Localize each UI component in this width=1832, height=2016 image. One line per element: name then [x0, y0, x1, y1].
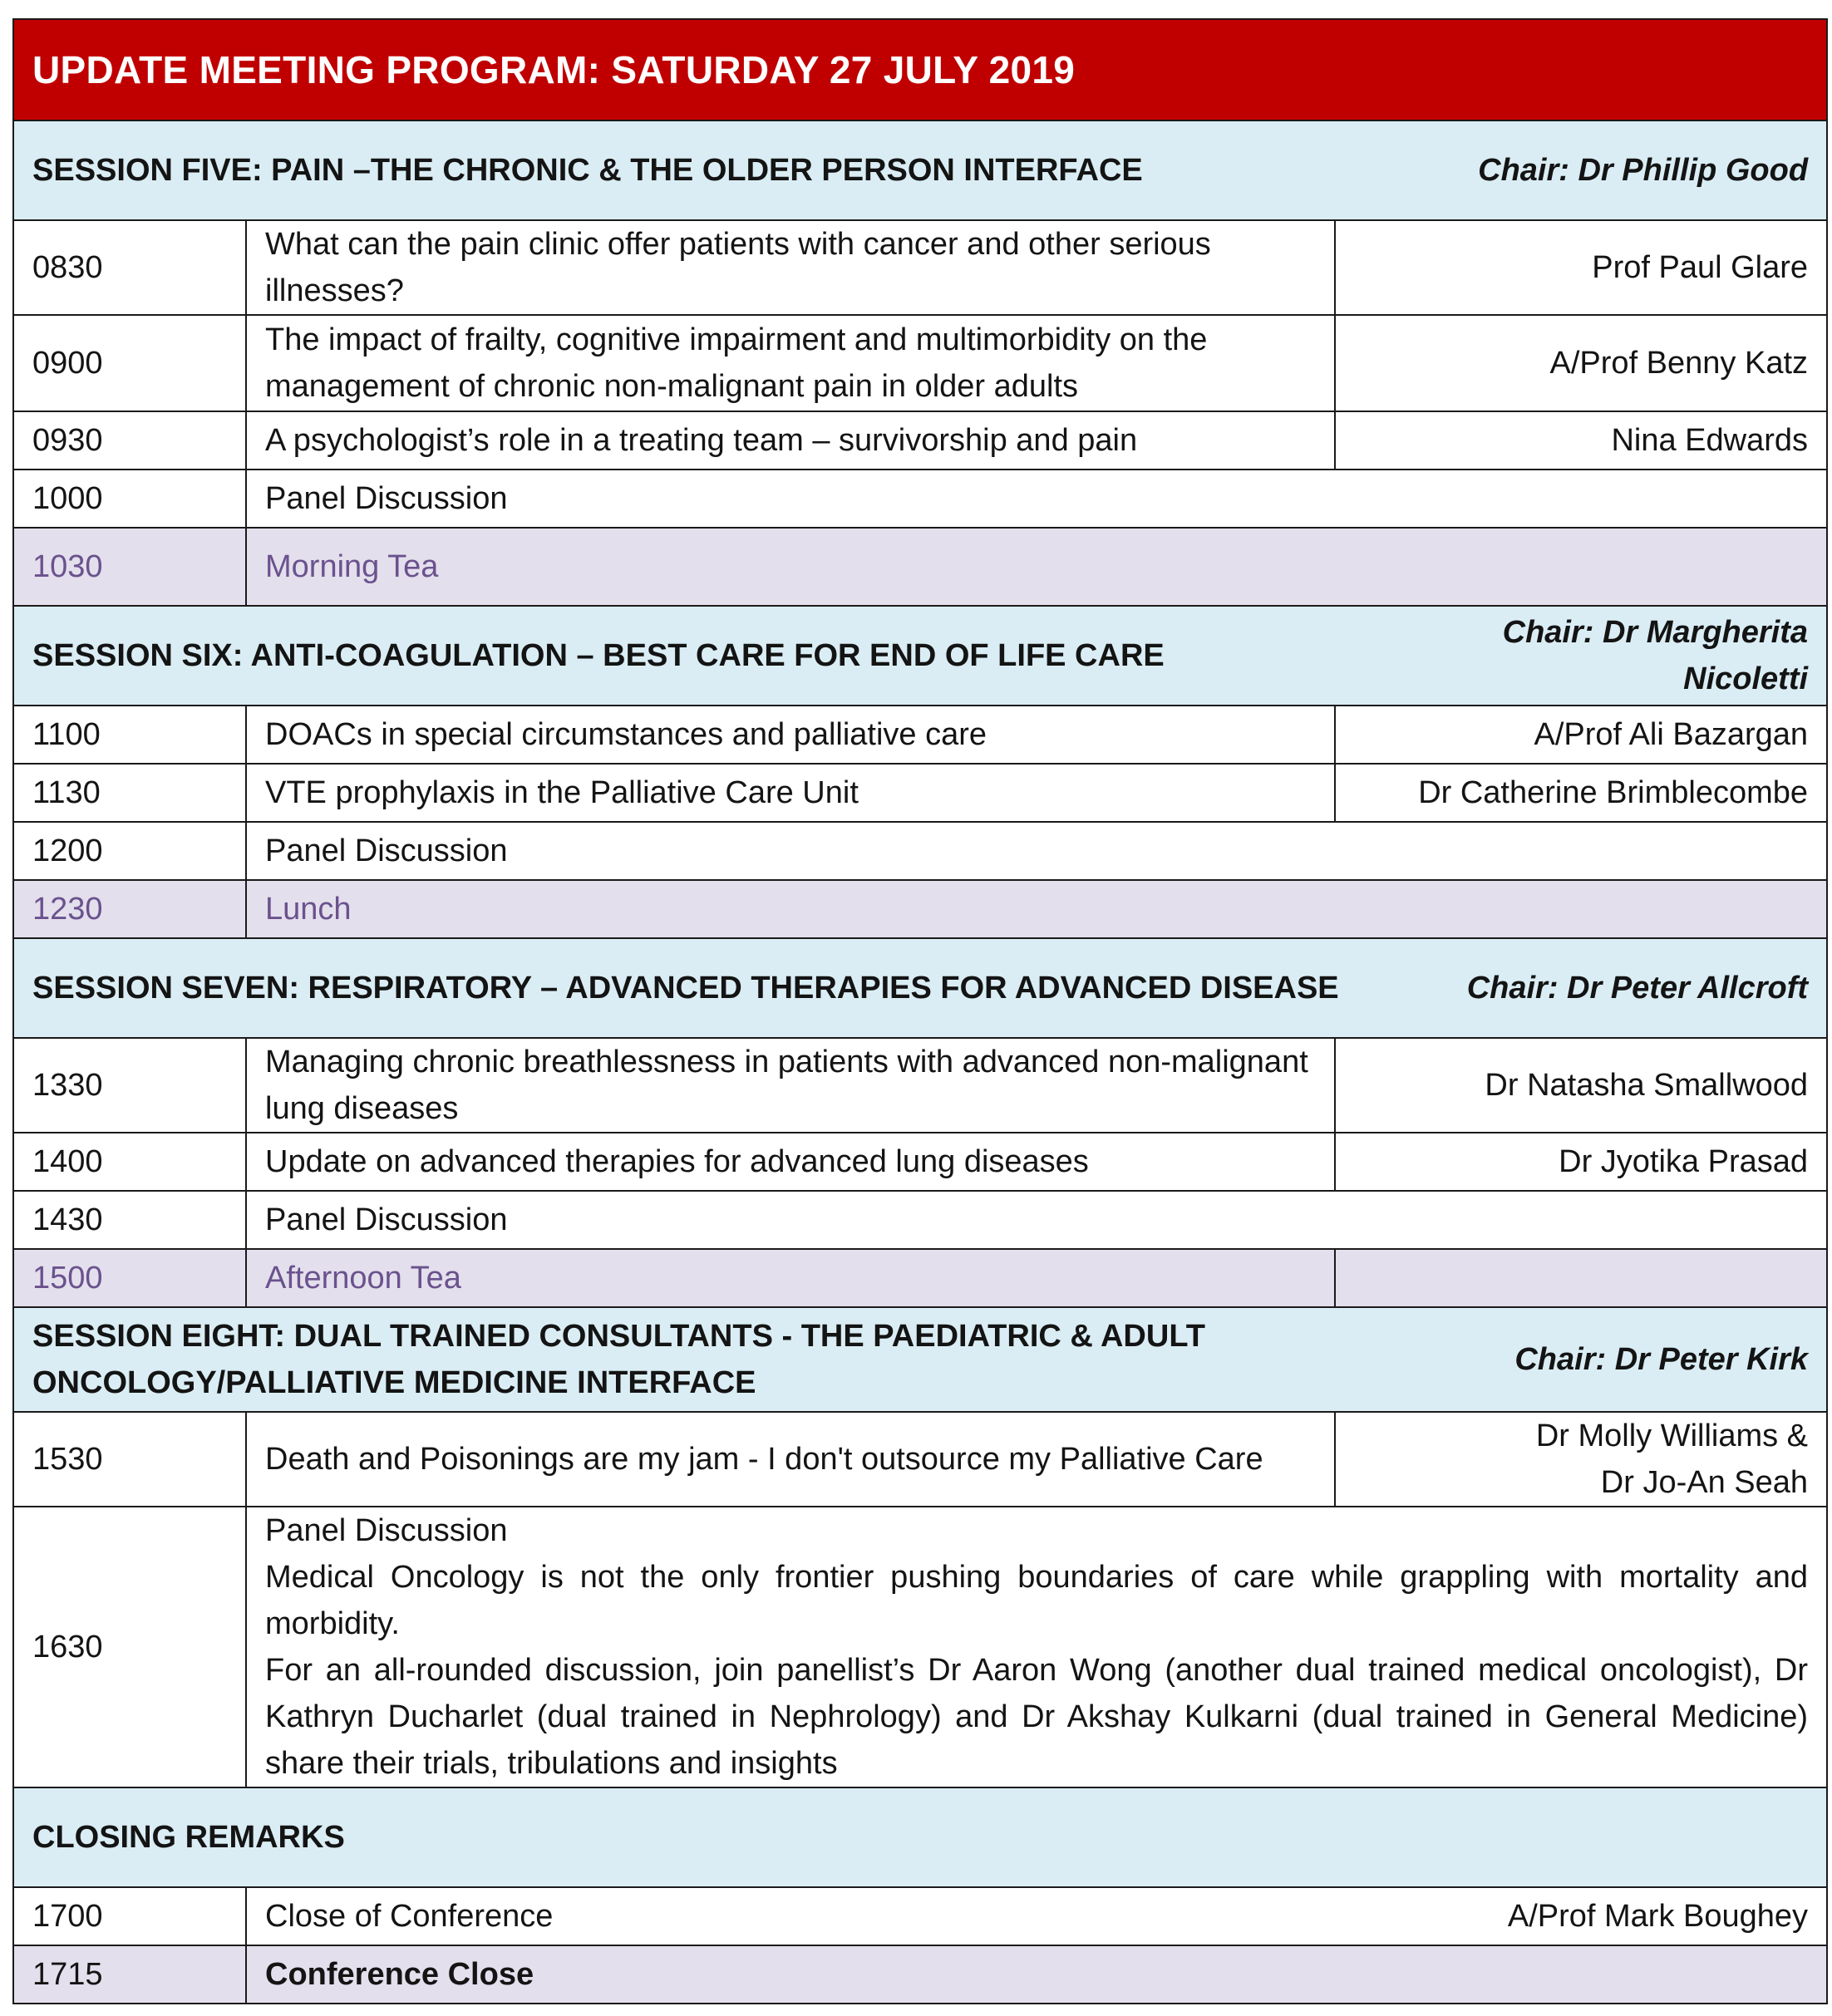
session-title: SESSION SEVEN: RESPIRATORY – ADVANCED THERAPIES FOR ADVANCED DISEASE	[32, 971, 1339, 1006]
time-cell: 1200	[13, 822, 246, 880]
table-row	[13, 706, 1827, 764]
time-cell: 1715	[13, 1945, 246, 2004]
table-row	[13, 1887, 1827, 1945]
panel-title: Panel Discussion	[265, 1513, 508, 1548]
table-row	[13, 220, 1827, 315]
time-cell: 1500	[13, 1249, 246, 1307]
talk-title: VTE prophylaxis in the Palliative Care Unit	[246, 764, 1335, 822]
speaker-line: Dr Jo-An Seah	[1600, 1465, 1809, 1500]
time-cell: 1230	[13, 880, 246, 938]
session-header	[13, 1787, 1827, 1887]
empty-cell	[1335, 1249, 1827, 1307]
talk-title: The impact of frailty, cognitive impairment and multimorbidity on the management of chronic non-malignant pain in older adults	[246, 315, 1335, 411]
speaker-name: A/Prof Mark Boughey	[1507, 1899, 1809, 1934]
table-row	[13, 764, 1827, 822]
session-chair: Chair: Dr Peter Allcroft	[1466, 971, 1809, 1006]
speaker-name	[1335, 1412, 1827, 1507]
time-cell: 1400	[13, 1133, 246, 1191]
table-row	[13, 1038, 1827, 1133]
time-cell: 1030	[13, 528, 246, 606]
speaker-name: Dr Catherine Brimblecombe	[1335, 764, 1827, 822]
session-title: SESSION FIVE: PAIN –THE CHRONIC & THE OLDER PERSON INTERFACE	[32, 153, 1143, 188]
talk-title: Panel Discussion	[246, 822, 1827, 880]
time-cell: 1430	[13, 1191, 246, 1249]
break-row	[13, 1249, 1827, 1307]
talk-title: Panel Discussion	[246, 1191, 1827, 1249]
break-title: Morning Tea	[246, 528, 1827, 606]
break-row	[13, 880, 1827, 938]
panel-paragraph: Medical Oncology is not the only frontier pushing boundaries of care while grappling with mortality and morbidity.	[265, 1560, 1809, 1641]
speaker-line: Dr Molly Williams &	[1535, 1419, 1809, 1453]
talk-title: Death and Poisonings are my jam - I don't outsource my Palliative Care	[246, 1412, 1335, 1507]
table-row	[13, 1191, 1827, 1249]
talk-title: A psychologist’s role in a treating team – survivorship and pain	[246, 411, 1335, 470]
speaker-name: Prof Paul Glare	[1335, 220, 1827, 315]
time-cell: 1330	[13, 1038, 246, 1133]
speaker-name: Dr Jyotika Prasad	[1335, 1133, 1827, 1191]
break-title: Conference Close	[246, 1945, 1827, 2004]
speaker-name: Nina Edwards	[1335, 411, 1827, 470]
talk-title: What can the pain clinic offer patients with cancer and other serious illnesses?	[246, 220, 1335, 315]
table-row	[13, 315, 1827, 411]
table-row	[13, 470, 1827, 528]
time-cell: 1700	[13, 1887, 246, 1945]
session-header	[13, 120, 1827, 220]
session-header	[13, 1307, 1827, 1412]
table-row	[13, 1412, 1827, 1507]
speaker-name: A/Prof Benny Katz	[1335, 315, 1827, 411]
session-title: SESSION SIX: ANTI-COAGULATION – BEST CARE FOR END OF LIFE CARE	[32, 638, 1165, 673]
speaker-name: A/Prof Ali Bazargan	[1335, 706, 1827, 764]
panel-description	[246, 1507, 1827, 1787]
session-title: SESSION EIGHT: DUAL TRAINED CONSULTANTS - THE PAEDIATRIC & ADULT ONCOLOGY/PALLIATIVE MEDICINE INTERFACE	[32, 1319, 1205, 1400]
talk-title: Managing chronic breathlessness in patients with advanced non-malignant lung diseases	[246, 1038, 1335, 1133]
session-header	[13, 606, 1827, 706]
table-row	[13, 411, 1827, 470]
table-row	[13, 1133, 1827, 1191]
page-title: UPDATE MEETING PROGRAM: SATURDAY 27 JULY 2019	[13, 19, 1827, 120]
time-cell: 1130	[13, 764, 246, 822]
time-cell: 1530	[13, 1412, 246, 1507]
session-chair: Chair: Dr Margherita Nicoletti	[1502, 615, 1809, 696]
break-title: Lunch	[246, 880, 1827, 938]
time-cell: 0830	[13, 220, 246, 315]
speaker-name: Dr Natasha Smallwood	[1335, 1038, 1827, 1133]
talk-title: Close of Conference	[265, 1899, 554, 1934]
panel-paragraph: For an all-rounded discussion, join panellist’s Dr Aaron Wong (another dual trained medical oncologist), Dr Kathryn Ducharlet (dual trained in Nephrology) and Dr Akshay Kulkarni (dual trained in General Medicine) share their trials, tribulations and insights	[265, 1653, 1809, 1781]
talk-title: Update on advanced therapies for advanced lung diseases	[246, 1133, 1335, 1191]
session-header	[13, 938, 1827, 1038]
session-title: CLOSING REMARKS	[13, 1787, 1827, 1887]
time-cell: 0930	[13, 411, 246, 470]
time-cell: 1000	[13, 470, 246, 528]
break-title: Afternoon Tea	[246, 1249, 1335, 1307]
table-row	[13, 1507, 1827, 1787]
program-table	[12, 18, 1828, 2004]
time-cell: 0900	[13, 315, 246, 411]
session-chair: Chair: Dr Peter Kirk	[1514, 1342, 1809, 1377]
break-row	[13, 528, 1827, 606]
program-page	[12, 18, 1826, 2004]
time-cell: 1100	[13, 706, 246, 764]
table-row	[13, 822, 1827, 880]
title-row	[13, 19, 1827, 120]
session-chair: Chair: Dr Phillip Good	[1478, 153, 1809, 188]
time-cell: 1630	[13, 1507, 246, 1787]
break-row	[13, 1945, 1827, 2004]
talk-title: Panel Discussion	[246, 470, 1827, 528]
talk-title: DOACs in special circumstances and palliative care	[246, 706, 1335, 764]
